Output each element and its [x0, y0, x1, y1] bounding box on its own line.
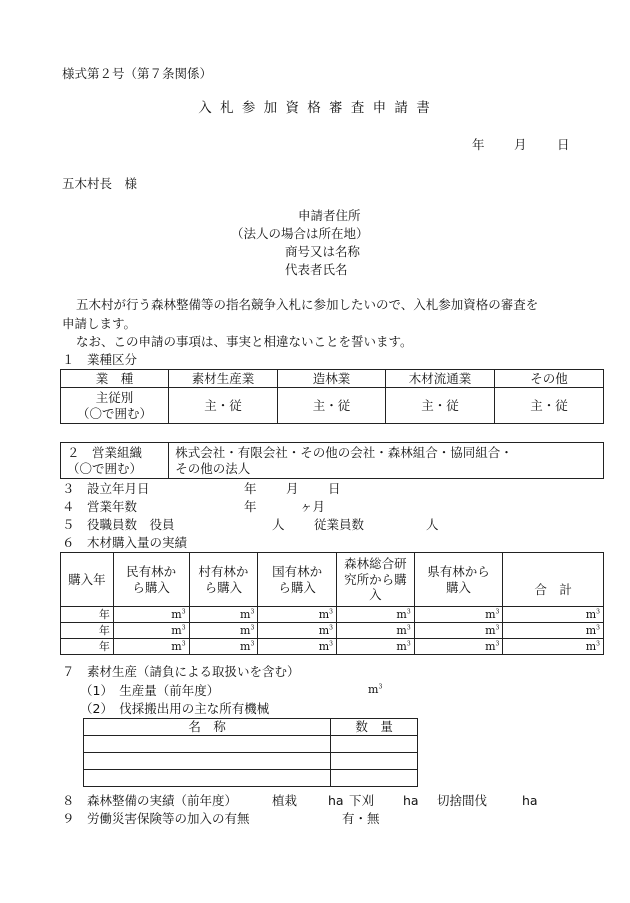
- industry-col-1: 素材生産業: [169, 370, 278, 388]
- section1-heading: １ 業種区分: [62, 352, 138, 367]
- choice-4[interactable]: 主・従: [495, 388, 604, 424]
- section4-month: ヶ月: [300, 499, 326, 514]
- unit-cell[interactable]: $m^3$: [189, 623, 258, 639]
- unit-cell[interactable]: $m^3$: [189, 607, 258, 623]
- machinery-name-cell[interactable]: [84, 770, 331, 787]
- org-options[interactable]: 株式会社・有限会社・その他の会社・森林組合・協同組合・ その他の法人: [169, 443, 604, 479]
- unit-cell[interactable]: $m^3$: [336, 639, 414, 655]
- applicant-address-label: 申請者住所: [298, 208, 361, 223]
- section9-label: ９ 労働災害保険等の加入の有無: [62, 811, 250, 826]
- applicant-representative-label: 代表者氏名: [285, 262, 348, 277]
- section6-heading: ６ 木材購入量の実績: [62, 535, 188, 550]
- row-year[interactable]: 年: [61, 639, 114, 655]
- industry-col-header: 業 種: [61, 370, 169, 388]
- applicant-address-note: （法人の場合は所在地）: [231, 226, 369, 241]
- unit-cell[interactable]: $m^3$: [113, 607, 189, 623]
- body-text-line1: 五木村が行う森林整備等の指名競争入札に参加したいので、入札参加資格の審査を: [76, 297, 539, 312]
- thinning-unit: ha: [522, 793, 538, 808]
- industry-table: [60, 369, 604, 424]
- table-row: [61, 639, 604, 655]
- section3-year: 年: [244, 481, 257, 496]
- timber-col-year: 購入年: [61, 553, 114, 607]
- unit-cell[interactable]: $m^3$: [189, 639, 258, 655]
- timber-col-prefectural: 県有林から 購入: [414, 553, 503, 607]
- timber-col-total: 合 計: [503, 553, 604, 607]
- unit-cell[interactable]: $m^3$: [113, 623, 189, 639]
- machinery-name-cell[interactable]: [84, 753, 331, 770]
- section5-person1: 人: [272, 517, 285, 532]
- weeding-unit: ha: [403, 793, 419, 808]
- industry-col-2: 造林業: [278, 370, 386, 388]
- main-sub-label: 主従別 （〇で囲む）: [61, 388, 169, 424]
- body-text-line3: なお、この申請の事項は、事実と相違ないことを誓います。: [76, 334, 413, 349]
- unit-cell[interactable]: $m^3$: [336, 607, 414, 623]
- choice-3[interactable]: 主・従: [386, 388, 495, 424]
- section3-month: 月: [286, 481, 299, 496]
- org-table: [60, 442, 604, 479]
- section4-label: ４ 営業年数: [62, 499, 138, 514]
- planting-label: 植栽: [272, 793, 298, 808]
- unit-cell[interactable]: $m^3$: [258, 639, 337, 655]
- machinery-qty-cell[interactable]: [331, 753, 418, 770]
- timber-col-national: 国有林か ら購入: [258, 553, 337, 607]
- row-year[interactable]: 年: [61, 623, 114, 639]
- timber-table: [60, 552, 604, 655]
- unit-cell[interactable]: $m^3$: [258, 623, 337, 639]
- section4-year: 年: [244, 499, 257, 514]
- table-row: [61, 623, 604, 639]
- machinery-col-qty: 数 量: [331, 719, 418, 736]
- section5-label: ５ 役職員数 役員: [62, 517, 175, 532]
- date-month: 月: [514, 137, 527, 152]
- section5-employees: 従業員数: [314, 517, 365, 532]
- unit-cell[interactable]: $m^3$: [414, 607, 503, 623]
- unit-cell[interactable]: $m^3$: [336, 623, 414, 639]
- unit-cell[interactable]: $m^3$: [113, 639, 189, 655]
- row-year[interactable]: 年: [61, 607, 114, 623]
- table-row: [84, 753, 418, 770]
- planting-unit: ha: [328, 793, 344, 808]
- machinery-label: （2） 伐採搬出用の主な所有機械: [80, 701, 270, 716]
- section5-person2: 人: [426, 517, 439, 532]
- applicant-trade-name-label: 商号又は名称: [285, 244, 361, 259]
- machinery-qty-cell[interactable]: [331, 770, 418, 787]
- section8-label: ８ 森林整備の実績（前年度）: [62, 793, 238, 808]
- machinery-col-name: 名 称: [84, 719, 331, 736]
- machinery-qty-cell[interactable]: [331, 736, 418, 753]
- page-title: 入 札 参 加 資 格 審 査 申 請 書: [198, 100, 432, 116]
- machinery-name-cell[interactable]: [84, 736, 331, 753]
- table-row: [61, 607, 604, 623]
- machinery-table: [83, 718, 418, 787]
- insurance-choice[interactable]: 有・無: [342, 811, 380, 826]
- section7-heading: ７ 素材生産（請負による取扱いを含む）: [62, 664, 300, 679]
- org-label: ２ 営業組織 （〇で囲む）: [61, 443, 169, 479]
- timber-col-research: 森林総合研 究所から購 入: [336, 553, 414, 607]
- production-volume-label: （1） 生産量（前年度）: [80, 683, 220, 698]
- section3-day: 日: [328, 481, 341, 496]
- date-day: 日: [557, 137, 570, 152]
- table-row: [84, 770, 418, 787]
- unit-cell[interactable]: $m^3$: [414, 623, 503, 639]
- unit-cell[interactable]: $m^3$: [414, 639, 503, 655]
- production-volume-unit: $m^3$: [368, 683, 383, 696]
- unit-cell[interactable]: $m^3$: [258, 607, 337, 623]
- choice-2[interactable]: 主・従: [278, 388, 386, 424]
- date-year: 年: [472, 137, 485, 152]
- weeding-label: 下刈: [349, 793, 375, 808]
- addressee: 五木村長 様: [62, 176, 138, 191]
- industry-col-3: 木材流通業: [386, 370, 495, 388]
- table-row: [84, 736, 418, 753]
- body-text-line2: 申請します。: [62, 316, 137, 331]
- timber-col-village: 村有林か ら購入: [189, 553, 258, 607]
- industry-col-4: その他: [495, 370, 604, 388]
- unit-cell[interactable]: $m^3$: [503, 639, 604, 655]
- unit-cell[interactable]: $m^3$: [503, 623, 604, 639]
- unit-cell[interactable]: $m^3$: [503, 607, 604, 623]
- form-number: 様式第２号（第７条関係）: [62, 66, 213, 81]
- section3-label: ３ 設立年月日: [62, 481, 150, 496]
- timber-col-private: 民有林か ら購入: [113, 553, 189, 607]
- choice-1[interactable]: 主・従: [169, 388, 278, 424]
- thinning-label: 切捨間伐: [437, 793, 488, 808]
